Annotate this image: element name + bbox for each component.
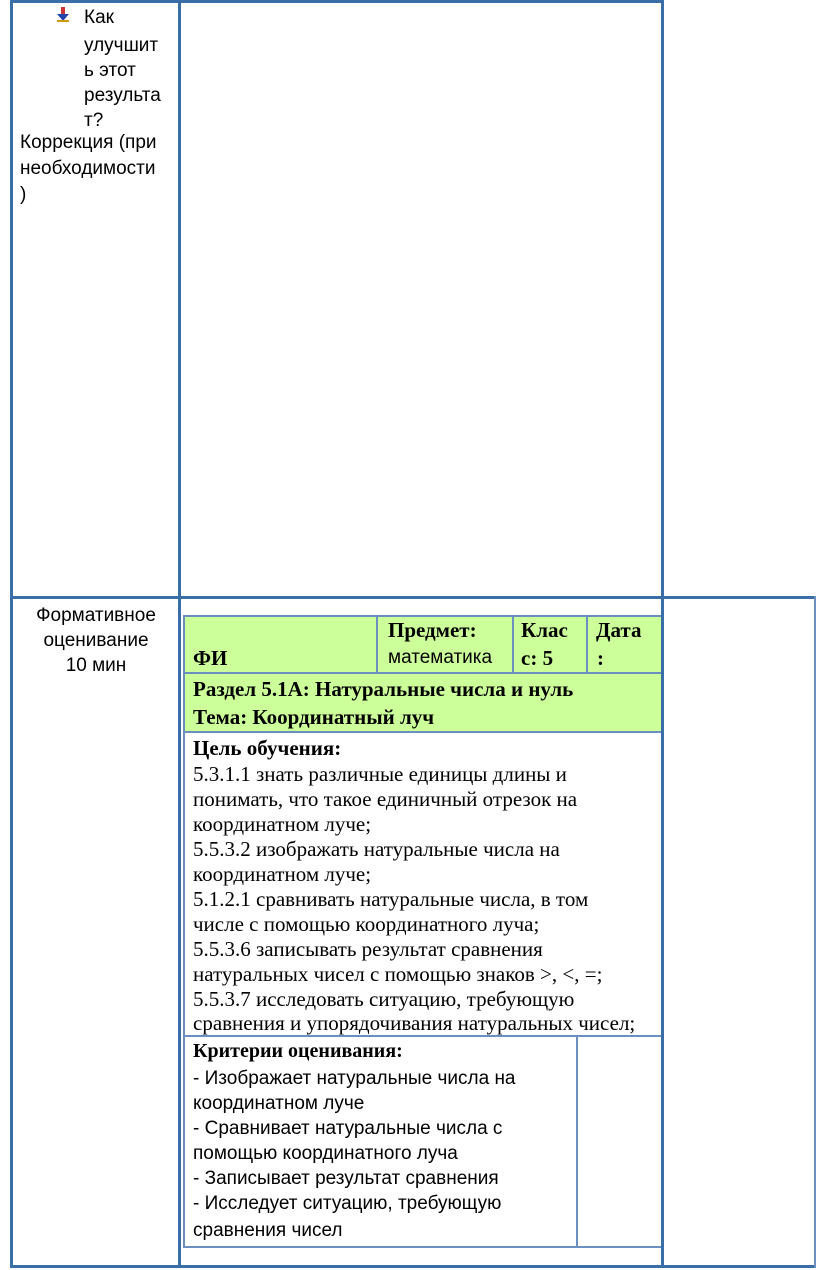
date-label-1: Дата bbox=[596, 618, 642, 642]
class-label-1: Клас bbox=[521, 618, 568, 642]
criteria-line: - Записывает результат сравнения bbox=[193, 1168, 499, 1189]
correction-line-2: необходимости bbox=[20, 158, 156, 179]
goal-line: координатном луче; bbox=[193, 812, 372, 836]
inner-col-subject bbox=[376, 615, 378, 674]
bullet-line-3: ь этот bbox=[84, 60, 136, 81]
inner-row3 bbox=[183, 1035, 661, 1037]
criteria-line: помощью координатного луча bbox=[193, 1143, 458, 1164]
goal-title: Цель обучения: bbox=[193, 736, 342, 760]
bullet-line-5: т? bbox=[84, 110, 104, 131]
correction-line-3: ) bbox=[20, 184, 27, 205]
table-border-row bbox=[10, 596, 816, 599]
criteria-line: координатном луче bbox=[193, 1093, 365, 1114]
arrow-down-bullet-icon bbox=[54, 5, 72, 23]
goal-line: сравнения и упорядочивания натуральных чисел; bbox=[193, 1011, 636, 1035]
bullet-line-1: Как bbox=[84, 7, 114, 28]
bullet-line-4: результа bbox=[84, 85, 161, 106]
date-label-2: : bbox=[597, 646, 604, 670]
inner-row1 bbox=[183, 672, 661, 674]
table-border-col2 bbox=[661, 0, 664, 1268]
section-title: Раздел 5.1А: Натуральные числа и нуль bbox=[193, 677, 574, 701]
correction-line-1: Коррекция (при bbox=[20, 132, 157, 153]
inner-left bbox=[183, 615, 185, 1248]
table-border-top bbox=[10, 0, 664, 3]
goal-line: 5.5.3.2 изображать натуральные числа на bbox=[193, 837, 560, 861]
inner-col-class bbox=[512, 615, 514, 674]
bullet-line-2: улучшит bbox=[84, 35, 159, 56]
criteria-line: - Сравнивает натуральные числа с bbox=[193, 1118, 503, 1139]
criteria-line: - Исследует ситуацию, требующую bbox=[193, 1193, 502, 1214]
goal-line: понимать, что такое единичный отрезок на bbox=[193, 787, 578, 811]
formative-line-2: оценивание bbox=[43, 630, 149, 651]
inner-bottom bbox=[183, 1246, 661, 1248]
criteria-line: - Изображает натуральные числа на bbox=[193, 1068, 516, 1089]
fi-label: ФИ bbox=[193, 646, 228, 670]
inner-row2 bbox=[183, 731, 661, 733]
goal-line: 5.1.2.1 сравнивать натуральные числа, в том bbox=[193, 887, 589, 911]
formative-line-1: Формативное bbox=[36, 605, 156, 626]
goal-line: 5.3.1.1 знать различные единицы длины и bbox=[193, 762, 567, 786]
criteria-line: сравнения чисел bbox=[193, 1220, 343, 1241]
inner-col-criteria bbox=[576, 1035, 578, 1248]
goal-line: 5.5.3.7 исследовать ситуацию, требующую bbox=[193, 987, 575, 1011]
class-label-2: с: 5 bbox=[521, 646, 554, 670]
goal-line: натуральных чисел с помощью знаков >, <, =; bbox=[193, 962, 603, 986]
goal-line: числе с помощью координатного луча; bbox=[193, 912, 540, 936]
goal-line: координатном луче; bbox=[193, 862, 372, 886]
table-border-bottom bbox=[10, 1265, 816, 1268]
table-border-col1 bbox=[178, 0, 181, 1268]
topic-title: Тема: Координатный луч bbox=[193, 705, 435, 729]
inner-top bbox=[183, 615, 661, 617]
criteria-title: Критерии оценивания: bbox=[193, 1040, 403, 1062]
formative-line-3: 10 мин bbox=[65, 655, 127, 676]
subject-label: Предмет: bbox=[388, 618, 477, 642]
subject-value: математика bbox=[388, 647, 493, 668]
table-border-left bbox=[10, 0, 13, 1268]
inner-col-date bbox=[586, 615, 588, 674]
goal-line: 5.5.3.6 записывать результат сравнения bbox=[193, 937, 543, 961]
